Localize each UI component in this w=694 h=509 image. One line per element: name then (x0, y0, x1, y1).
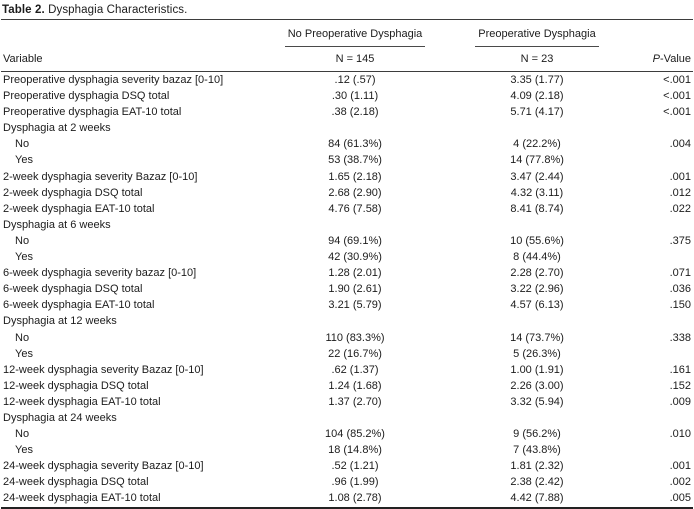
pvalue-cell: .071 (669, 267, 691, 280)
preop-value-cell: 1.81 (2.32) (510, 460, 564, 473)
no-preop-value-cell (279, 410, 431, 426)
group-header-row (1, 20, 693, 48)
pvalue-cell: .005 (669, 492, 691, 505)
variable-cell: 2-week dysphagia severity Bazaz [0-10] (3, 170, 198, 183)
no-preop-value-cell: 84 (61.3%) (328, 138, 382, 151)
pvalue-cell (643, 249, 693, 265)
preop-value-cell: 5 (26.3%) (513, 347, 561, 360)
preop-value-cell: 4.42 (7.88) (510, 492, 564, 505)
no-preop-value-cell: .38 (2.18) (331, 106, 379, 119)
pvalue-column-header (643, 47, 693, 72)
pvalue-cell (643, 313, 693, 329)
pvalue-cell: <.001 (663, 106, 691, 119)
table-row (1, 442, 693, 458)
table-header (1, 20, 693, 72)
no-preop-value-cell (279, 217, 431, 233)
variable-cell: 6-week dysphagia EAT-10 total (3, 299, 155, 312)
table-row (1, 265, 693, 281)
n-no-preop-header: N = 145 (279, 47, 431, 72)
no-preop-value-cell: 3.21 (5.79) (328, 299, 382, 312)
preop-value-cell: 14 (73.7%) (510, 331, 564, 344)
preop-value-cell: 8 (44.4%) (513, 251, 561, 264)
table-row (1, 426, 693, 442)
no-preop-value-cell: .96 (1.99) (331, 476, 379, 489)
section-header-row (1, 217, 693, 233)
no-preop-value-cell: 53 (38.7%) (328, 154, 382, 167)
variable-cell: 2-week dysphagia EAT-10 total (3, 202, 155, 215)
no-preop-value-cell: 22 (16.7%) (328, 347, 382, 360)
variable-cell: Dysphagia at 24 weeks (3, 411, 117, 424)
table-row (1, 458, 693, 474)
pvalue-cell: .150 (669, 299, 691, 312)
pvalue-cell (643, 217, 693, 233)
pvalue-cell: .012 (669, 186, 691, 199)
no-preop-value-cell: 1.28 (2.01) (328, 267, 382, 280)
variable-cell: No (15, 331, 30, 344)
no-preop-value-cell: 2.68 (2.90) (328, 186, 382, 199)
variable-cell: No (15, 234, 30, 247)
pvalue-cell: .152 (669, 379, 691, 392)
pvalue-cell (643, 442, 693, 458)
pvalue-cell (643, 346, 693, 362)
table-row (1, 330, 693, 346)
pvalue-cell (643, 120, 693, 136)
variable-cell: Yes (15, 154, 33, 167)
table-row (1, 362, 693, 378)
table-row (1, 394, 693, 410)
pvalue-cell (643, 152, 693, 168)
no-preop-value-cell: 18 (14.8%) (328, 444, 382, 457)
variable-cell: 12-week dysphagia severity Bazaz [0-10] (3, 363, 204, 376)
group-header-spacer (1, 20, 279, 48)
variable-cell: Preoperative dysphagia EAT-10 total (3, 106, 182, 119)
pvalue-cell: .001 (669, 170, 691, 183)
pvalue-cell: .375 (669, 234, 691, 247)
table-row (1, 233, 693, 249)
variable-cell: Yes (15, 251, 33, 264)
variable-cell: 12-week dysphagia EAT-10 total (3, 395, 161, 408)
group-header-preop-label: Preoperative Dysphagia (475, 28, 598, 47)
no-preop-value-cell: 1.90 (2.61) (328, 283, 382, 296)
table-title-number: Table 2. (2, 4, 45, 16)
pvalue-cell: <.001 (663, 74, 691, 86)
dysphagia-characteristics-table (1, 19, 693, 509)
no-preop-value-cell: 4.76 (7.58) (328, 202, 382, 215)
pvalue-cell: .338 (669, 331, 691, 344)
preop-value-cell: 8.41 (8.74) (510, 202, 564, 215)
preop-value-cell (431, 120, 643, 136)
group-header-spacer (643, 20, 693, 48)
preop-value-cell: 9 (56.2%) (513, 428, 561, 441)
table-row (1, 104, 693, 120)
pvalue-cell: .009 (669, 395, 691, 408)
variable-column-header: Variable (1, 47, 279, 72)
no-preop-value-cell: 94 (69.1%) (328, 234, 382, 247)
table-row (1, 346, 693, 362)
preop-value-cell: 2.38 (2.42) (510, 476, 564, 489)
preop-value-cell: 2.28 (2.70) (510, 267, 564, 280)
pvalue-header-rest: -Value (660, 53, 691, 65)
variable-cell: 12-week dysphagia DSQ total (3, 379, 149, 392)
preop-value-cell: 10 (55.6%) (510, 234, 564, 247)
table-title (0, 0, 694, 19)
no-preop-value-cell: 1.37 (2.70) (328, 395, 382, 408)
variable-cell: Dysphagia at 6 weeks (3, 218, 111, 231)
table-row (1, 297, 693, 313)
pvalue-header-p: P (652, 53, 661, 65)
variable-cell: Preoperative dysphagia DSQ total (3, 90, 170, 103)
preop-value-cell (431, 217, 643, 233)
no-preop-value-cell: 104 (85.2%) (325, 428, 385, 441)
preop-value-cell: 3.22 (2.96) (510, 283, 564, 296)
preop-value-cell: 4.32 (3.11) (510, 186, 564, 199)
pvalue-cell (643, 410, 693, 426)
preop-value-cell: 4 (22.2%) (513, 138, 561, 151)
variable-cell: 24-week dysphagia severity Bazaz [0-10] (3, 460, 204, 473)
preop-value-cell (431, 410, 643, 426)
variable-cell: Dysphagia at 12 weeks (3, 315, 117, 328)
pvalue-cell: .001 (669, 460, 691, 473)
preop-value-cell: 5.71 (4.17) (510, 106, 564, 119)
table-row (1, 88, 693, 104)
no-preop-value-cell: 1.24 (1.68) (328, 379, 382, 392)
table-row (1, 474, 693, 490)
preop-value-cell: 7 (43.8%) (513, 444, 561, 457)
preop-value-cell: 3.32 (5.94) (510, 395, 564, 408)
preop-value-cell: 3.47 (2.44) (510, 170, 564, 183)
variable-cell: Dysphagia at 2 weeks (3, 122, 111, 135)
pvalue-cell: .002 (669, 476, 691, 489)
no-preop-value-cell: 42 (30.9%) (328, 251, 382, 264)
table-row (1, 169, 693, 185)
group-header-no-preop (279, 20, 431, 48)
no-preop-value-cell (279, 313, 431, 329)
table-row (1, 185, 693, 201)
no-preop-value-cell: 1.08 (2.78) (328, 492, 382, 505)
variable-cell: No (15, 138, 30, 151)
pvalue-cell: .161 (669, 363, 691, 376)
pvalue-cell: .010 (669, 428, 691, 441)
variable-cell: 2-week dysphagia DSQ total (3, 186, 143, 199)
variable-cell: Preoperative dysphagia severity bazaz [0-10] (3, 74, 224, 86)
table-title-text: Dysphagia Characteristics. (48, 4, 188, 16)
preop-value-cell: 3.35 (1.77) (510, 74, 564, 86)
variable-cell: Yes (15, 347, 33, 360)
no-preop-value-cell (279, 120, 431, 136)
preop-value-cell: 4.09 (2.18) (510, 90, 564, 103)
table-row (1, 72, 693, 89)
table-row (1, 249, 693, 265)
no-preop-value-cell: .30 (1.11) (331, 90, 379, 103)
variable-cell: 6-week dysphagia severity bazaz [0-10] (3, 267, 197, 280)
preop-value-cell: 1.00 (1.91) (510, 363, 564, 376)
table-row (1, 378, 693, 394)
n-preop-header: N = 23 (431, 47, 643, 72)
pvalue-cell: .022 (669, 202, 691, 215)
table-row (1, 152, 693, 168)
column-header-row (1, 47, 693, 72)
no-preop-value-cell: 1.65 (2.18) (328, 170, 382, 183)
table-row (1, 281, 693, 297)
variable-cell: Yes (15, 444, 33, 457)
preop-value-cell: 2.26 (3.00) (510, 379, 564, 392)
table-body (1, 72, 693, 508)
table-row (1, 136, 693, 152)
pvalue-cell: .004 (669, 138, 691, 151)
preop-value-cell: 4.57 (6.13) (510, 299, 564, 312)
no-preop-value-cell: .12 (.57) (334, 74, 376, 86)
group-header-preop (431, 20, 643, 48)
group-header-no-preop-label: No Preoperative Dysphagia (285, 28, 426, 47)
section-header-row (1, 410, 693, 426)
variable-cell: No (15, 428, 30, 441)
pvalue-cell: .036 (669, 283, 691, 296)
no-preop-value-cell: 110 (83.3%) (325, 331, 385, 344)
preop-value-cell: 14 (77.8%) (510, 154, 564, 167)
section-header-row (1, 313, 693, 329)
section-header-row (1, 120, 693, 136)
variable-cell: 24-week dysphagia EAT-10 total (3, 492, 161, 505)
variable-cell: 24-week dysphagia DSQ total (3, 476, 149, 489)
no-preop-value-cell: .62 (1.37) (331, 363, 379, 376)
preop-value-cell (431, 313, 643, 329)
pvalue-cell: <.001 (663, 90, 691, 103)
table-row (1, 490, 693, 507)
no-preop-value-cell: .52 (1.21) (331, 460, 379, 473)
variable-cell: 6-week dysphagia DSQ total (3, 283, 143, 296)
table-row (1, 201, 693, 217)
